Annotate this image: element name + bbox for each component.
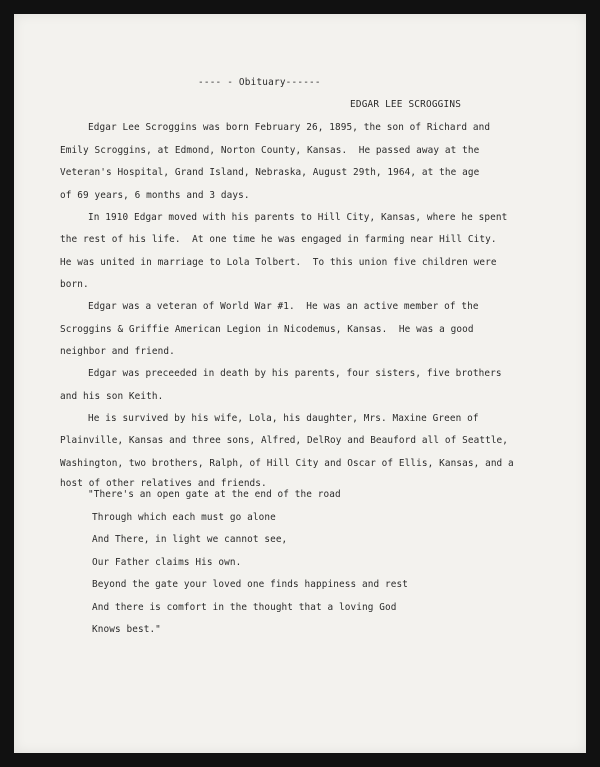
paragraph-5-line-1: He is survived by his wife, Lola, his daughter, Mrs. Maxine Green of [88,413,479,424]
paragraph-2-line-3: He was united in marriage to Lola Tolbert. To this union five children were [60,257,497,268]
paragraph-3-line-1: Edgar was a veteran of World War #1. He was an active member of the [88,301,479,312]
poem-line-6: And there is comfort in the thought that a loving God [92,602,397,613]
poem-line-4: Our Father claims His own. [92,557,242,568]
paragraph-5-line-4: host of other relatives and friends. [60,478,267,489]
obituary-text [14,14,586,753]
poem-line-7: Knows best." [92,624,161,635]
paragraph-2-line-4: born. [60,279,89,290]
paragraph-3-line-3: neighbor and friend. [60,346,175,357]
paragraph-4-line-2: and his son Keith. [60,391,164,402]
poem-line-3: And There, in light we cannot see, [92,534,288,545]
paragraph-3-line-2: Scroggins & Griffie American Legion in Nicodemus, Kansas. He was a good [60,324,474,335]
paragraph-1-line-3: Veteran's Hospital, Grand Island, Nebraska, August 29th, 1964, at the age [60,167,480,178]
poem-line-2: Through which each must go alone [92,512,276,523]
paragraph-1-line-1: Edgar Lee Scroggins was born February 26, 1895, the son of Richard and [88,122,491,133]
paragraph-4-line-1: Edgar was preceeded in death by his parents, four sisters, five brothers [88,368,502,379]
paragraph-5-line-3: Washington, two brothers, Ralph, of Hill City and Oscar of Ellis, Kansas, and a [60,458,514,469]
paragraph-5-line-2: Plainville, Kansas and three sons, Alfred, DelRoy and Beauford all of Seattle, [60,435,509,446]
deceased-name: EDGAR LEE SCROGGINS [350,99,462,110]
paragraph-1-line-2: Emily Scroggins, at Edmond, Norton County, Kansas. He passed away at the [60,145,480,156]
document-page [14,14,586,753]
paragraph-2-line-2: the rest of his life. At one time he was engaged in farming near Hill City. [60,234,497,245]
paragraph-1-line-4: of 69 years, 6 months and 3 days. [60,190,250,201]
paragraph-2-line-1: In 1910 Edgar moved with his parents to Hill City, Kansas, where he spent [88,212,508,223]
obituary-heading: ---- - Obituary------ [198,77,321,88]
poem-line-1: "There's an open gate at the end of the road [88,489,341,500]
poem-line-5: Beyond the gate your loved one finds happiness and rest [92,579,408,590]
